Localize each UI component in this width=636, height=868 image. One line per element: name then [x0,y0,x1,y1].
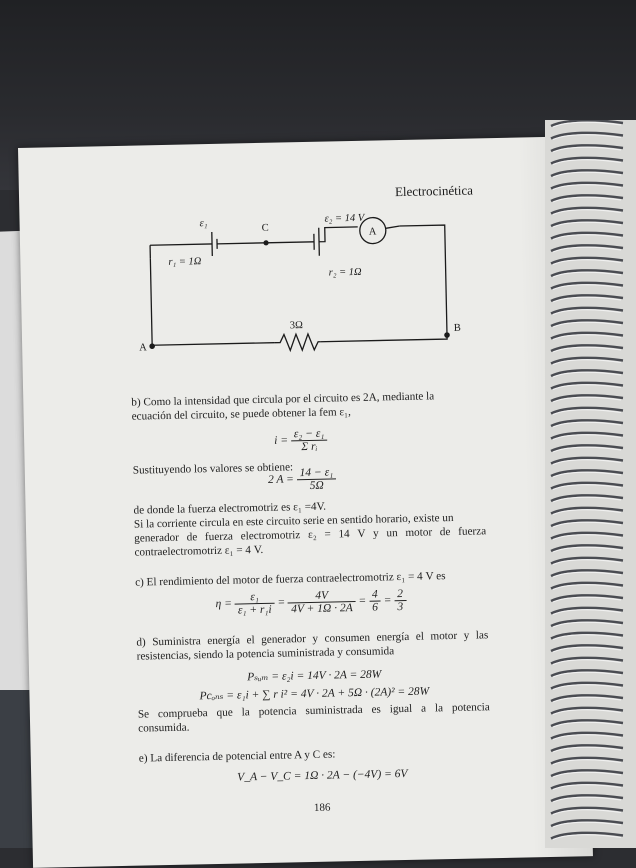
part-b-conclusion: de donde la fuerza electromotriz es ε₁ =4V. Si la corriente circula en este circuito serie en sentido horario, existe un generador de fuerza electromotriz ε₂ = 14 V y un motor de fuerza contraelectromotriz ε₁ = 4 V. [133,496,486,559]
part-e-intro: e) La diferencia de potencial entre A y C es: [139,747,336,765]
part-b-intro: b) Como la intensidad que circula por el circuito es 2A, mediante la ecuación del circuito, se puede obtener la fem ε₁, [131,389,434,423]
part-d-intro: d) Suministra energía el generador y consumen energía el motor y las resistencias, siendo la potencia suministrada y consumida [136,628,489,663]
node-b-dot [444,332,450,338]
node-a-dot [149,343,155,349]
label-c: C [262,223,269,234]
label-resistor: 3Ω [290,320,303,331]
part-d-check: Se comprueba que la potencia suministrada es igual a la potencia consumida. [138,700,491,735]
equation-substituted: 2 A = $\frac{\text{14 − ε₁}}{5\Omega}$ [268,466,337,492]
page-number: 186 [314,802,331,814]
textbook-page [18,136,593,868]
substitute-text: Sustituyendo los valores se obtiene: [133,460,294,477]
label-r1: r₁ = 1Ω [168,256,202,268]
label-node-a: A [139,342,147,353]
label-e2: ε₂ = 14 V [324,213,365,225]
wire-left-bottom [150,256,274,346]
node-c-dot [263,240,268,245]
page-header: Electrocinética [395,182,473,200]
part-c-intro: c) El rendimiento del motor de fuerza contraelectromotriz ε₁ = 4 V es [135,569,446,589]
resistor-3-ohm [274,334,320,351]
wire-right [318,225,447,342]
spiral-binding [545,120,636,848]
circuit-diagram [119,207,462,364]
equation-power-supplied: Pₛᵤₘ = ε₂i = 14V · 2A = 28W [247,667,381,684]
label-ammeter: A [369,227,377,238]
battery-e1-long-plate [212,232,213,256]
equation-potential-difference: V_A − V_C = 1Ω · 2A − (−4V) = 6V [237,768,408,784]
equation-power-consumed: Pcₒₙₛ = ε₁i + ∑ r i² = 4V · 2A + 5Ω · (2A)² = 28W [199,684,429,703]
label-e1: ε₁ [200,218,208,229]
equation-current: i = $\frac{\text{ε₂ − ε₁}}{\text{Σ rᵢ}}$ [274,428,328,454]
label-node-b: B [454,323,461,334]
label-r2: r₂ = 1Ω [329,267,363,279]
equation-efficiency: η = $\frac{\text{ε₁}}{\text{ε₁ + r₁i}}$ = $\frac{4V}{4V + 1\Omega \cdot 2A}$ = $\frac{4}{6}$ = $\frac{2}{3}$ [215,588,406,617]
wire-top-left [150,244,212,245]
